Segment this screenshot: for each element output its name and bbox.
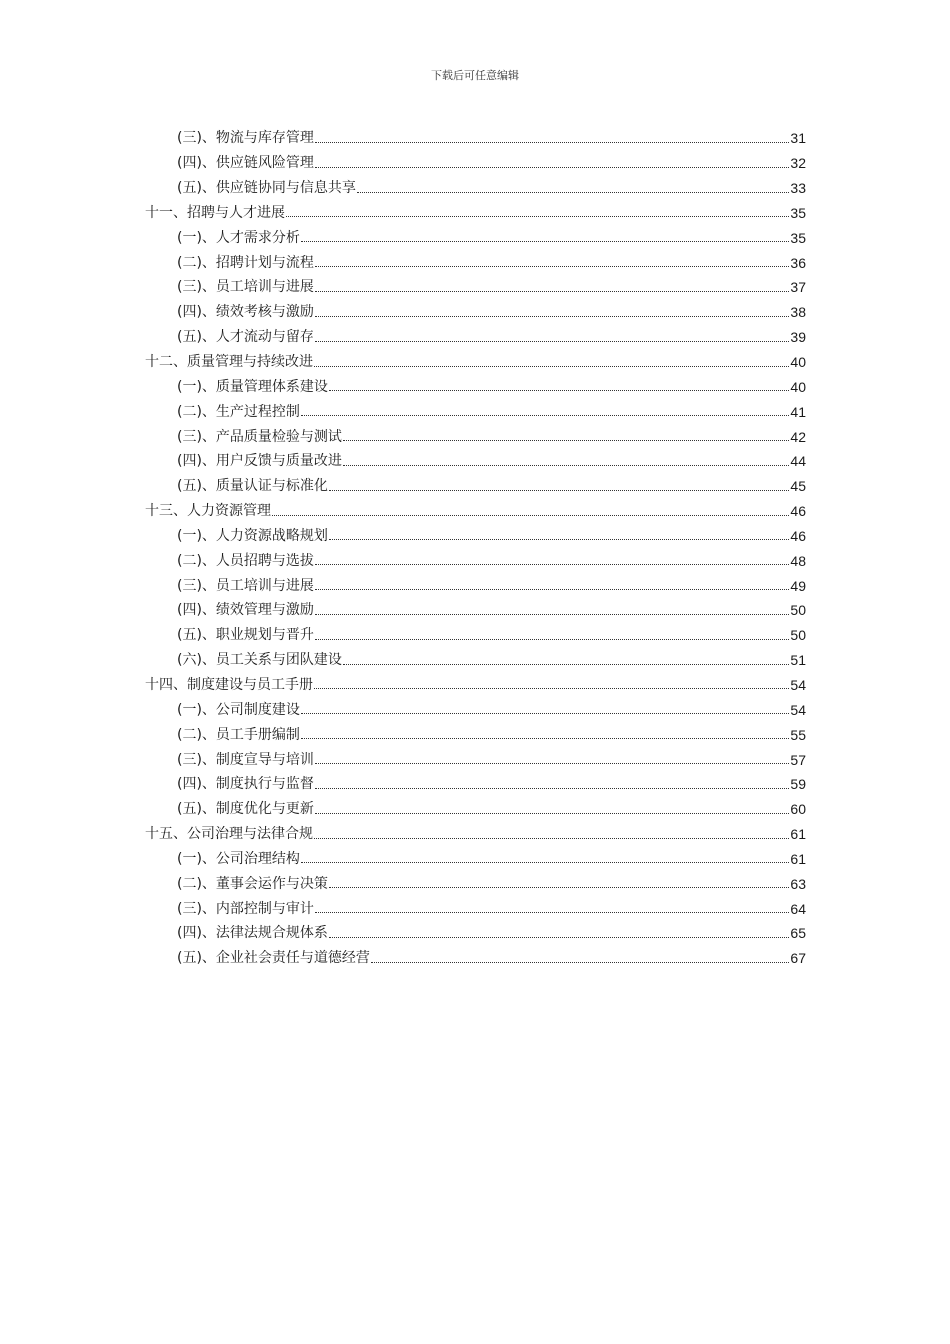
toc-dot-leader bbox=[286, 216, 789, 217]
toc-entry-page-number: 51 bbox=[790, 652, 806, 669]
toc-dot-leader bbox=[315, 788, 789, 789]
toc-entry-page-number: 55 bbox=[790, 726, 806, 743]
toc-entry-page-number: 40 bbox=[790, 354, 806, 371]
toc-entry-page-number: 45 bbox=[790, 478, 806, 495]
toc-entry-title: (五)、制度优化与更新 bbox=[177, 801, 314, 818]
toc-entry-title: 十三、人力资源管理 bbox=[145, 503, 271, 520]
toc-entry-title: (二)、董事会运作与决策 bbox=[177, 875, 328, 892]
toc-dot-leader bbox=[315, 813, 789, 814]
toc-entry-page-number: 38 bbox=[790, 304, 806, 321]
toc-entry-page-number: 67 bbox=[790, 950, 806, 967]
toc-entry[interactable] bbox=[145, 225, 806, 250]
toc-entry-title: (一)、人力资源战略规划 bbox=[177, 527, 328, 544]
toc-entry-page-number: 61 bbox=[790, 850, 806, 867]
toc-dot-leader bbox=[329, 887, 789, 888]
toc-entry-title: (五)、职业规划与晋升 bbox=[177, 627, 314, 644]
toc-entry[interactable] bbox=[145, 797, 806, 822]
toc-dot-leader bbox=[301, 713, 789, 714]
toc-entry[interactable] bbox=[145, 598, 806, 623]
toc-dot-leader bbox=[315, 291, 789, 292]
toc-dot-leader bbox=[314, 688, 789, 689]
toc-entry[interactable] bbox=[145, 673, 806, 698]
toc-entry-title: 十二、质量管理与持续改进 bbox=[145, 354, 313, 371]
toc-entry-page-number: 33 bbox=[790, 180, 806, 197]
toc-entry[interactable] bbox=[145, 697, 806, 722]
toc-entry-title: (五)、人才流动与留存 bbox=[177, 329, 314, 346]
toc-entry[interactable] bbox=[145, 399, 806, 424]
toc-dot-leader bbox=[343, 440, 789, 441]
toc-dot-leader bbox=[329, 490, 789, 491]
toc-entry-page-number: 59 bbox=[790, 776, 806, 793]
toc-entry[interactable] bbox=[145, 871, 806, 896]
toc-dot-leader bbox=[301, 862, 789, 863]
toc-dot-leader bbox=[357, 192, 789, 193]
toc-entry[interactable] bbox=[145, 250, 806, 275]
toc-entry-title: 十四、制度建设与员工手册 bbox=[145, 676, 313, 693]
toc-entry-title: (四)、绩效管理与激励 bbox=[177, 602, 314, 619]
toc-entry-page-number: 65 bbox=[790, 925, 806, 942]
toc-dot-leader bbox=[329, 937, 789, 938]
toc-entry[interactable] bbox=[145, 374, 806, 399]
toc-entry[interactable] bbox=[145, 300, 806, 325]
toc-entry-title: (二)、招聘计划与流程 bbox=[177, 254, 314, 271]
toc-dot-leader bbox=[315, 167, 789, 168]
toc-entry-title: (三)、产品质量检验与测试 bbox=[177, 428, 342, 445]
toc-entry-title: (四)、制度执行与监督 bbox=[177, 776, 314, 793]
toc-entry[interactable] bbox=[145, 151, 806, 176]
toc-entry-page-number: 36 bbox=[790, 254, 806, 271]
toc-entry[interactable] bbox=[145, 275, 806, 300]
toc-entry-title: 十五、公司治理与法律合规 bbox=[145, 826, 313, 843]
toc-dot-leader bbox=[315, 316, 789, 317]
toc-entry-page-number: 64 bbox=[790, 900, 806, 917]
toc-entry-page-number: 50 bbox=[790, 627, 806, 644]
toc-dot-leader bbox=[301, 738, 789, 739]
toc-dot-leader bbox=[315, 341, 789, 342]
toc-dot-leader bbox=[314, 366, 789, 367]
toc-dot-leader bbox=[371, 962, 789, 963]
toc-entry-page-number: 49 bbox=[790, 577, 806, 594]
toc-entry-page-number: 60 bbox=[790, 801, 806, 818]
toc-entry-title: (五)、质量认证与标准化 bbox=[177, 478, 328, 495]
toc-entry-title: (三)、制度宣导与培训 bbox=[177, 751, 314, 768]
toc-entry-title: (四)、绩效考核与激励 bbox=[177, 304, 314, 321]
toc-entry-page-number: 46 bbox=[790, 527, 806, 544]
toc-entry[interactable] bbox=[145, 822, 806, 847]
toc-entry-page-number: 42 bbox=[790, 428, 806, 445]
toc-entry-title: (六)、员工关系与团队建设 bbox=[177, 652, 342, 669]
toc-entry[interactable] bbox=[145, 648, 806, 673]
toc-entry[interactable] bbox=[145, 772, 806, 797]
toc-entry[interactable] bbox=[145, 722, 806, 747]
toc-entry[interactable] bbox=[145, 499, 806, 524]
toc-dot-leader bbox=[343, 465, 789, 466]
toc-entry-title: (一)、公司治理结构 bbox=[177, 850, 300, 867]
toc-dot-leader bbox=[301, 415, 789, 416]
toc-entry-page-number: 46 bbox=[790, 503, 806, 520]
toc-entry-page-number: 54 bbox=[790, 701, 806, 718]
toc-entry[interactable] bbox=[145, 623, 806, 648]
toc-dot-leader bbox=[315, 912, 789, 913]
toc-entry[interactable] bbox=[145, 573, 806, 598]
toc-dot-leader bbox=[315, 589, 789, 590]
toc-entry-title: (三)、物流与库存管理 bbox=[177, 130, 314, 147]
toc-entry[interactable] bbox=[145, 921, 806, 946]
toc-entry-title: (四)、用户反馈与质量改进 bbox=[177, 453, 342, 470]
toc-entry-page-number: 39 bbox=[790, 329, 806, 346]
toc-entry-page-number: 31 bbox=[790, 130, 806, 147]
toc-dot-leader bbox=[272, 515, 789, 516]
toc-entry-title: (三)、员工培训与进展 bbox=[177, 279, 314, 296]
toc-entry-page-number: 54 bbox=[790, 676, 806, 693]
toc-entry[interactable] bbox=[145, 846, 806, 871]
toc-entry-page-number: 41 bbox=[790, 403, 806, 420]
toc-entry-page-number: 32 bbox=[790, 155, 806, 172]
toc-entry-page-number: 44 bbox=[790, 453, 806, 470]
toc-entry[interactable] bbox=[145, 946, 806, 971]
toc-entry-page-number: 37 bbox=[790, 279, 806, 296]
toc-dot-leader bbox=[329, 390, 789, 391]
page-header: 下载后可任意编辑 bbox=[431, 69, 519, 82]
toc-entry-title: (二)、生产过程控制 bbox=[177, 403, 300, 420]
toc-entry[interactable] bbox=[145, 424, 806, 449]
toc-dot-leader bbox=[315, 564, 789, 565]
toc-entry-title: (四)、法律法规合规体系 bbox=[177, 925, 328, 942]
toc-entry[interactable] bbox=[145, 896, 806, 921]
toc-dot-leader bbox=[301, 241, 789, 242]
table-of-contents bbox=[145, 126, 806, 971]
toc-entry-title: (三)、员工培训与进展 bbox=[177, 577, 314, 594]
toc-dot-leader bbox=[315, 614, 789, 615]
toc-entry-title: (五)、供应链协同与信息共享 bbox=[177, 180, 356, 197]
toc-entry-title: (一)、公司制度建设 bbox=[177, 701, 300, 718]
toc-entry-page-number: 50 bbox=[790, 602, 806, 619]
toc-dot-leader bbox=[329, 539, 789, 540]
toc-entry[interactable] bbox=[145, 474, 806, 499]
toc-entry[interactable] bbox=[145, 201, 806, 226]
toc-entry-page-number: 48 bbox=[790, 552, 806, 569]
toc-dot-leader bbox=[315, 639, 789, 640]
toc-entry[interactable] bbox=[145, 449, 806, 474]
toc-entry[interactable] bbox=[145, 325, 806, 350]
toc-entry-title: (二)、员工手册编制 bbox=[177, 726, 300, 743]
toc-entry-title: (一)、质量管理体系建设 bbox=[177, 378, 328, 395]
toc-entry-title: (三)、内部控制与审计 bbox=[177, 900, 314, 917]
toc-entry-page-number: 40 bbox=[790, 378, 806, 395]
toc-entry-title: (五)、企业社会责任与道德经营 bbox=[177, 950, 370, 967]
toc-dot-leader bbox=[315, 763, 789, 764]
toc-entry[interactable] bbox=[145, 747, 806, 772]
toc-dot-leader bbox=[315, 266, 789, 267]
toc-entry-page-number: 57 bbox=[790, 751, 806, 768]
toc-entry[interactable] bbox=[145, 548, 806, 573]
toc-entry[interactable] bbox=[145, 176, 806, 201]
toc-dot-leader bbox=[314, 838, 789, 839]
toc-entry-title: (二)、人员招聘与选拔 bbox=[177, 552, 314, 569]
toc-entry-page-number: 63 bbox=[790, 875, 806, 892]
toc-entry-page-number: 35 bbox=[790, 229, 806, 246]
toc-entry[interactable] bbox=[145, 524, 806, 549]
toc-entry-title: (四)、供应链风险管理 bbox=[177, 155, 314, 172]
toc-entry-page-number: 35 bbox=[790, 204, 806, 221]
toc-entry-title: (一)、人才需求分析 bbox=[177, 229, 300, 246]
toc-entry-title: 十一、招聘与人才进展 bbox=[145, 204, 285, 221]
toc-entry[interactable] bbox=[145, 126, 806, 151]
toc-entry[interactable] bbox=[145, 350, 806, 375]
toc-dot-leader bbox=[343, 664, 789, 665]
toc-entry-page-number: 61 bbox=[790, 826, 806, 843]
toc-dot-leader bbox=[315, 142, 789, 143]
